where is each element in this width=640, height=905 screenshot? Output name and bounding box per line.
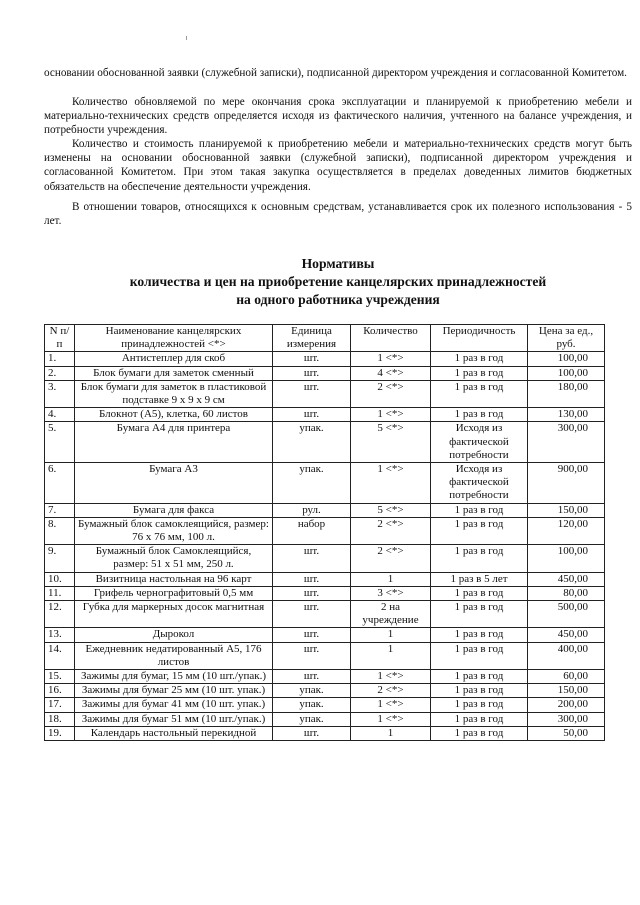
cell-price: 150,00: [528, 684, 605, 698]
cell-name: Грифель чернографитовый 0,5 мм: [75, 586, 273, 600]
norms-table: [44, 324, 605, 741]
cell-unit: шт.: [273, 380, 351, 407]
cell-name: Ежедневник недатированный А5, 176 листов: [75, 642, 273, 669]
table-row: [45, 698, 605, 712]
cell-qty: 2 <*>: [351, 684, 431, 698]
cell-num: 13.: [45, 628, 75, 642]
cell-name: Бумага для факса: [75, 503, 273, 517]
cell-qty: 1 <*>: [351, 670, 431, 684]
cell-name: Антистеплер для скоб: [75, 352, 273, 366]
cell-price: 100,00: [528, 366, 605, 380]
cell-num: 6.: [45, 463, 75, 504]
cell-period: 1 раз в год: [431, 628, 528, 642]
cell-num: 8.: [45, 517, 75, 544]
cell-unit: упак.: [273, 463, 351, 504]
cell-qty: 1 <*>: [351, 463, 431, 504]
cell-name: Зажимы для бумаг 51 мм (10 шт./упак.): [75, 712, 273, 726]
cell-name: Блокнот (А5), клетка, 60 листов: [75, 408, 273, 422]
cell-price: 130,00: [528, 408, 605, 422]
cell-period: 1 раз в год: [431, 380, 528, 407]
cell-num: 14.: [45, 642, 75, 669]
cell-unit: рул.: [273, 503, 351, 517]
cell-name: Бумага А4 для принтера: [75, 422, 273, 463]
cell-price: 450,00: [528, 628, 605, 642]
cell-unit: шт.: [273, 366, 351, 380]
cell-price: 120,00: [528, 517, 605, 544]
cell-price: 100,00: [528, 545, 605, 572]
cell-unit: шт.: [273, 352, 351, 366]
cell-unit: шт.: [273, 601, 351, 628]
cell-qty: 1: [351, 726, 431, 740]
cell-price: 300,00: [528, 712, 605, 726]
paragraph-cost: Количество и стоимость планируемой к приобретению мебели и материально-технических средств могут быть изменены на основании обоснованной заявки (служебной записки), подписанной директором учреждения и согласованной Комитетом. При этом такая закупка осуществляется в пределах доведенных лимитов бюджетных обязательств на обеспечение деятельности учреждения.: [44, 138, 632, 193]
cell-qty: 5 <*>: [351, 503, 431, 517]
cell-period: 1 раз в год: [431, 517, 528, 544]
paragraph-quantity: Количество обновляемой по мере окончания срока эксплуатации и планируемой к приобретению мебели и материально-технических средств определяется исходя из фактического наличия, учтенного на балансе учреждения, и потребности учреждения.: [44, 96, 632, 137]
cell-period: 1 раз в год: [431, 670, 528, 684]
cell-period: Исходя из фактической потребности: [431, 463, 528, 504]
table-row: [45, 726, 605, 740]
table-row: [45, 352, 605, 366]
cell-name: Блок бумаги для заметок в пластиковой подставке 9 x 9 x 9 см: [75, 380, 273, 407]
table-row: [45, 586, 605, 600]
cell-unit: шт.: [273, 726, 351, 740]
cell-price: 300,00: [528, 422, 605, 463]
cell-unit: шт.: [273, 586, 351, 600]
cell-period: 1 раз в год: [431, 366, 528, 380]
cell-period: 1 раз в год: [431, 642, 528, 669]
cell-price: 100,00: [528, 352, 605, 366]
cell-period: Исходя из фактической потребности: [431, 422, 528, 463]
cell-num: 10.: [45, 572, 75, 586]
table-row: [45, 628, 605, 642]
cell-period: 1 раз в год: [431, 698, 528, 712]
cell-num: 11.: [45, 586, 75, 600]
cell-num: 19.: [45, 726, 75, 740]
table-row: [45, 572, 605, 586]
cell-num: 17.: [45, 698, 75, 712]
cell-period: 1 раз в год: [431, 684, 528, 698]
cell-name: Губка для маркерных досок магнитная: [75, 601, 273, 628]
cell-name: Бумажный блок Самоклеящийся, размер: 51 x 51 мм, 250 л.: [75, 545, 273, 572]
cell-unit: упак.: [273, 684, 351, 698]
cell-qty: 4 <*>: [351, 366, 431, 380]
cell-unit: шт.: [273, 642, 351, 669]
cell-unit: шт.: [273, 408, 351, 422]
cell-unit: упак.: [273, 712, 351, 726]
heading-subtitle-2: на одного работника учреждения: [236, 292, 440, 307]
cell-num: 7.: [45, 503, 75, 517]
cell-qty: 1 <*>: [351, 408, 431, 422]
cell-qty: 2 на учреждение: [351, 601, 431, 628]
table-row: [45, 422, 605, 463]
table-body: [45, 352, 605, 741]
cell-period: 1 раз в год: [431, 586, 528, 600]
cell-name: Бумажный блок самоклеящийся, размер: 76 x 76 мм, 100 л.: [75, 517, 273, 544]
cell-price: 200,00: [528, 698, 605, 712]
cell-name: Визитница настольная на 96 карт: [75, 572, 273, 586]
heading-title: Нормативы: [301, 256, 375, 271]
cell-name: Бумага А3: [75, 463, 273, 504]
cell-period: 1 раз в год: [431, 712, 528, 726]
header-period: Периодичность: [431, 325, 528, 352]
cell-num: 4.: [45, 408, 75, 422]
table-header-row: [45, 325, 605, 352]
cell-qty: 1 <*>: [351, 712, 431, 726]
cell-qty: 2 <*>: [351, 517, 431, 544]
cell-period: 1 раз в 5 лет: [431, 572, 528, 586]
cell-unit: шт.: [273, 670, 351, 684]
table-row: [45, 380, 605, 407]
cell-name: Зажимы для бумаг, 15 мм (10 шт./упак.): [75, 670, 273, 684]
cell-num: 5.: [45, 422, 75, 463]
table-row: [45, 366, 605, 380]
heading-subtitle: количества и цен на приобретение канцелярских принадлежностей: [129, 274, 547, 289]
cell-name: Зажимы для бумаг 41 мм (10 шт. упак.): [75, 698, 273, 712]
cell-num: 1.: [45, 352, 75, 366]
cell-name: Зажимы для бумаг 25 мм (10 шт. упак.): [75, 684, 273, 698]
cell-unit: шт.: [273, 628, 351, 642]
header-qty: Количество: [351, 325, 431, 352]
table-row: [45, 684, 605, 698]
cell-unit: упак.: [273, 422, 351, 463]
cell-unit: шт.: [273, 545, 351, 572]
cell-period: 1 раз в год: [431, 545, 528, 572]
paragraph-continuation: основании обоснованной заявки (служебной записки), подписанной директором учреждения и согласованной Комитетом.: [44, 67, 627, 79]
cell-period: 1 раз в год: [431, 408, 528, 422]
paragraph-useful-life: В отношении товаров, относящихся к основным средствам, устанавливается срок их полезного использования - 5 лет.: [44, 201, 632, 228]
header-price: Цена за ед., руб.: [528, 325, 605, 352]
cell-period: 1 раз в год: [431, 601, 528, 628]
cell-qty: 3 <*>: [351, 586, 431, 600]
cell-qty: 1: [351, 642, 431, 669]
cell-qty: 2 <*>: [351, 380, 431, 407]
cell-qty: 1: [351, 628, 431, 642]
table-row: [45, 642, 605, 669]
cell-price: 80,00: [528, 586, 605, 600]
cell-qty: 5 <*>: [351, 422, 431, 463]
cell-period: 1 раз в год: [431, 726, 528, 740]
table-row: [45, 601, 605, 628]
cell-num: 12.: [45, 601, 75, 628]
table-row: [45, 463, 605, 504]
cell-price: 50,00: [528, 726, 605, 740]
header-unit: Единица измерения: [273, 325, 351, 352]
cell-period: 1 раз в год: [431, 503, 528, 517]
cell-price: 500,00: [528, 601, 605, 628]
cell-qty: 2 <*>: [351, 545, 431, 572]
cell-price: 450,00: [528, 572, 605, 586]
cell-name: Блок бумаги для заметок сменный: [75, 366, 273, 380]
table-row: [45, 712, 605, 726]
cell-price: 400,00: [528, 642, 605, 669]
cell-price: 150,00: [528, 503, 605, 517]
cell-unit: шт.: [273, 572, 351, 586]
table-row: [45, 517, 605, 544]
cell-unit: набор: [273, 517, 351, 544]
table-row: [45, 670, 605, 684]
cell-num: 18.: [45, 712, 75, 726]
header-name: Наименование канцелярских принадлежностей <*>: [75, 325, 273, 352]
cell-num: 3.: [45, 380, 75, 407]
cell-qty: 1 <*>: [351, 698, 431, 712]
cell-price: 180,00: [528, 380, 605, 407]
cell-num: 9.: [45, 545, 75, 572]
cell-qty: 1: [351, 572, 431, 586]
table-row: [45, 503, 605, 517]
cell-unit: упак.: [273, 698, 351, 712]
cell-num: 15.: [45, 670, 75, 684]
cell-period: 1 раз в год: [431, 352, 528, 366]
table-row: [45, 545, 605, 572]
cell-qty: 1 <*>: [351, 352, 431, 366]
header-num: N п/п: [45, 325, 75, 352]
cell-name: Дырокол: [75, 628, 273, 642]
cell-num: 2.: [45, 366, 75, 380]
scan-mark: [186, 36, 187, 40]
table-row: [45, 408, 605, 422]
cell-name: Календарь настольный перекидной: [75, 726, 273, 740]
cell-price: 60,00: [528, 670, 605, 684]
cell-num: 16.: [45, 684, 75, 698]
cell-price: 900,00: [528, 463, 605, 504]
